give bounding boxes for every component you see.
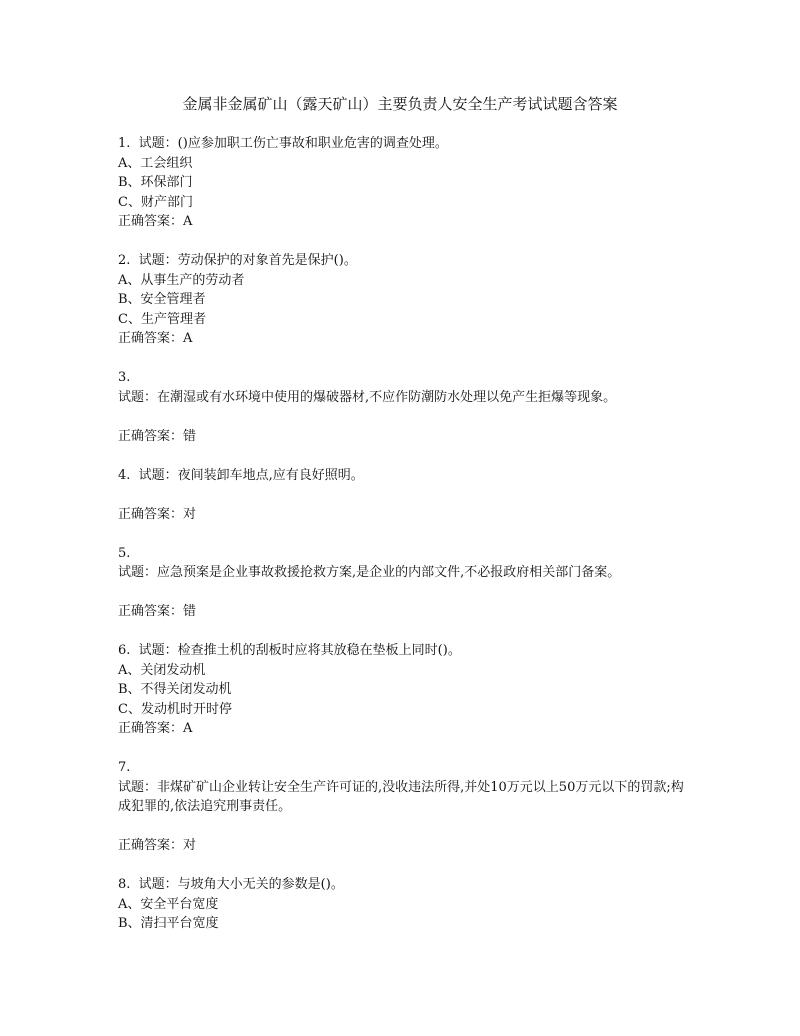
question-1-option-c: C、财产部门 — [118, 194, 193, 210]
blank-line — [118, 583, 688, 603]
question-2-answer: 正确答案：A — [118, 331, 193, 346]
question-6-option-c: C、发动机时开时停 — [118, 701, 232, 717]
question-2-option-a: A、从事生产的劳动者 — [118, 272, 245, 288]
question-7 — [118, 758, 688, 856]
question-3 — [118, 368, 688, 446]
question-1 — [118, 134, 688, 232]
question-2-option-b: B、安全管理者 — [118, 292, 206, 307]
question-7-number: 7. — [118, 760, 131, 775]
question-8 — [118, 875, 688, 934]
question-6-stem: 6. 试题：检查推土机的刮板时应将其放稳在垫板上同时()。 — [118, 643, 461, 658]
question-3-stem: 试题：在潮湿或有水环境中使用的爆破器材,不应作防潮防水处理以免产生拒爆等现象。 — [118, 389, 617, 405]
question-3-number: 3. — [118, 370, 131, 385]
question-2-stem: 2. 试题：劳动保护的对象首先是保护()。 — [118, 253, 357, 268]
question-6 — [118, 641, 688, 739]
blank-line — [118, 817, 688, 837]
question-1-option-b: B、环保部门 — [118, 175, 193, 190]
question-7-answer: 正确答案：对 — [118, 838, 197, 853]
question-5-answer: 正确答案：错 — [118, 604, 197, 619]
question-5 — [118, 544, 688, 622]
question-1-answer: 正确答案：A — [118, 214, 193, 229]
question-1-stem: 1. 试题：()应参加职工伤亡事故和职业危害的调查处理。 — [118, 136, 448, 151]
question-4 — [118, 466, 688, 525]
question-list — [118, 134, 688, 953]
question-5-number: 5. — [118, 545, 131, 561]
blank-line — [118, 485, 688, 505]
question-7-stem: 试题：非煤矿矿山企业转让安全生产许可证的,没收违法所得,并处10万元以上50万元以下的罚款;构成犯罪的,依法追究刑事责任。 — [118, 779, 684, 814]
question-2-option-c: C、生产管理者 — [118, 311, 206, 327]
question-3-answer: 正确答案：错 — [118, 428, 197, 444]
document-title: 金属非金属矿山（露天矿山）主要负责人安全生产考试试题含答案 — [182, 95, 618, 113]
question-4-answer: 正确答案：对 — [118, 506, 197, 522]
question-8-stem: 8. 试题：与坡角大小无关的参数是()。 — [118, 877, 344, 892]
blank-line — [118, 407, 688, 427]
question-8-option-b: B、清扫平台宽度 — [118, 916, 219, 931]
question-2 — [118, 251, 688, 349]
question-6-answer: 正确答案：A — [118, 721, 193, 736]
question-4-stem: 4. 试题：夜间装卸车地点,应有良好照明。 — [118, 467, 364, 483]
question-1-option-a: A、工会组织 — [118, 155, 193, 171]
question-6-option-b: B、不得关闭发动机 — [118, 682, 232, 697]
question-5-stem: 试题：应急预案是企业事故救援抢救方案,是企业的内部文件,不必报政府相关部门备案。 — [118, 565, 621, 580]
question-8-option-a: A、安全平台宽度 — [118, 896, 219, 912]
question-6-option-a: A、关闭发动机 — [118, 662, 206, 678]
